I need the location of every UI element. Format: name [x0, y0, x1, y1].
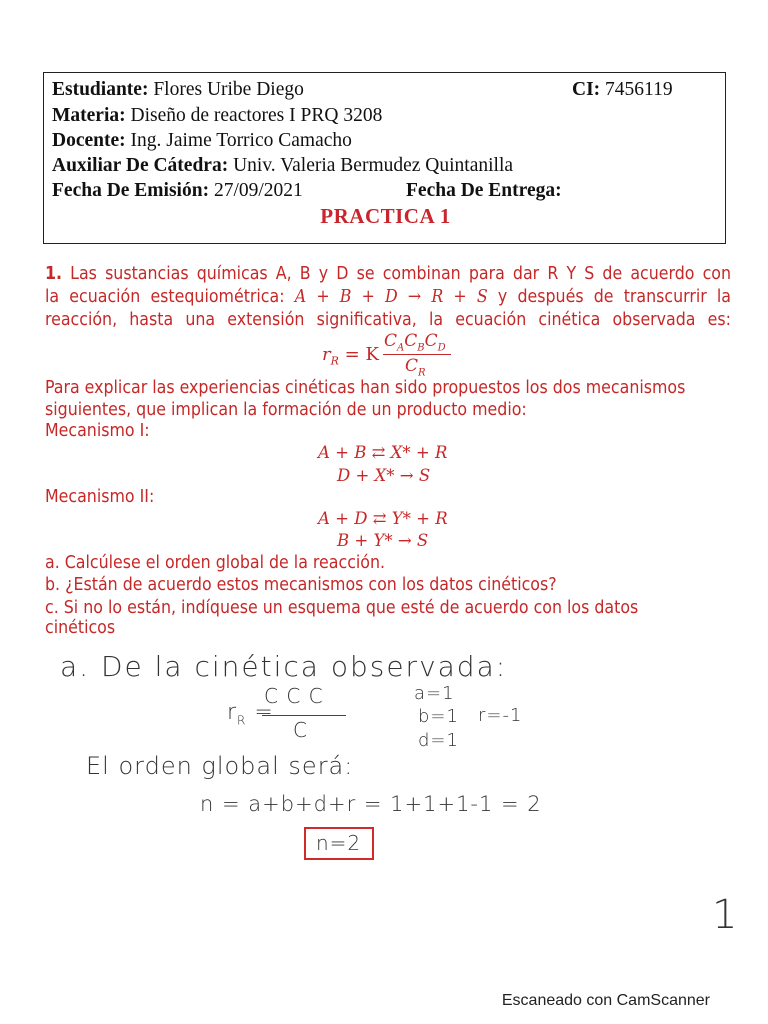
- question-c-1: c. Si no lo están, indíquese un esquema que esté de acuerdo con los datos: [45, 598, 639, 618]
- header-box: [43, 72, 726, 244]
- exponent-r: r=-1: [478, 705, 523, 726]
- assistant-line: [52, 154, 513, 178]
- mechanism-1-step-1: A + B ⇄ X* + R: [318, 443, 448, 462]
- answer-heading: a. De la cinética observada:: [60, 650, 508, 683]
- stoich-equation: A + B + D → R + S: [294, 287, 488, 307]
- problem-number: 1.: [45, 264, 63, 284]
- ci-label: CI:: [572, 79, 601, 100]
- rate-law-numerator: $C_AC_BC_D$: [384, 331, 446, 354]
- para-line-1: [45, 378, 731, 399]
- student-value: Flores Uribe Diego: [153, 79, 304, 100]
- answer-rate-symbol: r: [227, 700, 238, 725]
- para-text-1: Para explicar las experiencias cinéticas han sido propuestos los dos mecanismos: [45, 378, 686, 398]
- order-equation: n = a+b+d+r = 1+1+1-1 = 2: [200, 792, 542, 816]
- scanner-watermark: Escaneado con CamScanner: [501, 992, 710, 1009]
- student-line: [52, 78, 304, 102]
- due-date-line: [406, 179, 562, 203]
- teacher-label: Docente:: [52, 130, 126, 151]
- problem-text-2a: la ecuación estequiométrica:: [45, 287, 285, 307]
- problem-text-2b: y después de transcurrir la: [497, 287, 731, 307]
- question-b: b. ¿Están de acuerdo estos mecanismos con los datos cinéticos?: [45, 575, 557, 595]
- mechanism-2-step-1: A + D ⇄ Y* + R: [318, 509, 448, 528]
- mechanism-1-label: Mecanismo I:: [45, 421, 150, 441]
- question-a: a. Calcúlese el orden global de la reacción.: [45, 553, 386, 573]
- fraction-bar: [383, 354, 451, 355]
- answer-numerator-text: C C C: [264, 684, 324, 708]
- subject-line: [52, 104, 382, 128]
- issue-date-value: 27/09/2021: [213, 180, 303, 201]
- problem-line-3: [45, 310, 731, 331]
- subject-value: Diseño de reactores I PRQ 3208: [130, 105, 383, 126]
- answer-rate-numerator: [264, 684, 324, 708]
- assistant-label: Auxiliar De Cátedra:: [52, 155, 229, 176]
- problem-text-3: reacción, hasta una extensión significativa, la ecuación cinética observada es:: [45, 310, 731, 330]
- exponent-b: b=1: [418, 706, 459, 727]
- ci-line: [572, 78, 673, 102]
- conc-b: C: [404, 331, 418, 351]
- subject-label: Materia:: [52, 105, 126, 126]
- rate-equals-k: = K: [344, 344, 379, 365]
- para-line-2: [45, 400, 731, 421]
- order-label: El orden global será:: [86, 752, 354, 780]
- answer-denominator-text: C: [293, 718, 308, 742]
- problem-text-1: Las sustancias químicas A, B y D se combinan para dar R Y S de acuerdo con: [70, 264, 731, 284]
- mechanism-2-step-2: B + Y* → S: [337, 531, 429, 550]
- mechanism-2-label: Mecanismo II:: [45, 487, 155, 507]
- answer-rate-denominator: [293, 718, 308, 742]
- due-date-label: Fecha De Entrega:: [406, 180, 562, 201]
- teacher-value: Ing. Jaime Torrico Camacho: [130, 130, 352, 151]
- problem-line-1: [45, 264, 731, 285]
- teacher-line: [52, 129, 352, 153]
- answer-rate-lhs: $r_R$ =: [227, 700, 274, 728]
- mechanism-1-step-2: D + X* → S: [337, 466, 431, 485]
- rate-law-lhs: [322, 344, 379, 368]
- para-text-2: siguientes, que implican la formación de un producto medio:: [45, 400, 527, 420]
- conc-d: C: [424, 331, 438, 351]
- assistant-value: Univ. Valeria Bermudez Quintanilla: [233, 155, 514, 176]
- exponent-d: d=1: [418, 730, 459, 751]
- rate-law-denominator: $C_R$: [405, 356, 426, 379]
- problem-line-2: [45, 287, 731, 308]
- page-number: 1: [712, 892, 739, 938]
- answer-fraction-bar: [262, 715, 346, 716]
- ci-value: 7456119: [605, 79, 673, 100]
- question-c-2: cinéticos: [45, 618, 116, 638]
- student-label: Estudiante:: [52, 79, 149, 100]
- issue-date-label: Fecha De Emisión:: [52, 180, 210, 201]
- conc-r: C: [405, 356, 419, 376]
- conc-a: C: [384, 331, 398, 351]
- page-title: PRACTICA 1: [320, 204, 451, 228]
- result-value: n=2: [316, 831, 362, 855]
- exponent-a: a=1: [414, 683, 455, 704]
- issue-date-line: [52, 179, 303, 203]
- rate-symbol: r: [322, 344, 331, 365]
- rate-subscript: R: [330, 354, 339, 368]
